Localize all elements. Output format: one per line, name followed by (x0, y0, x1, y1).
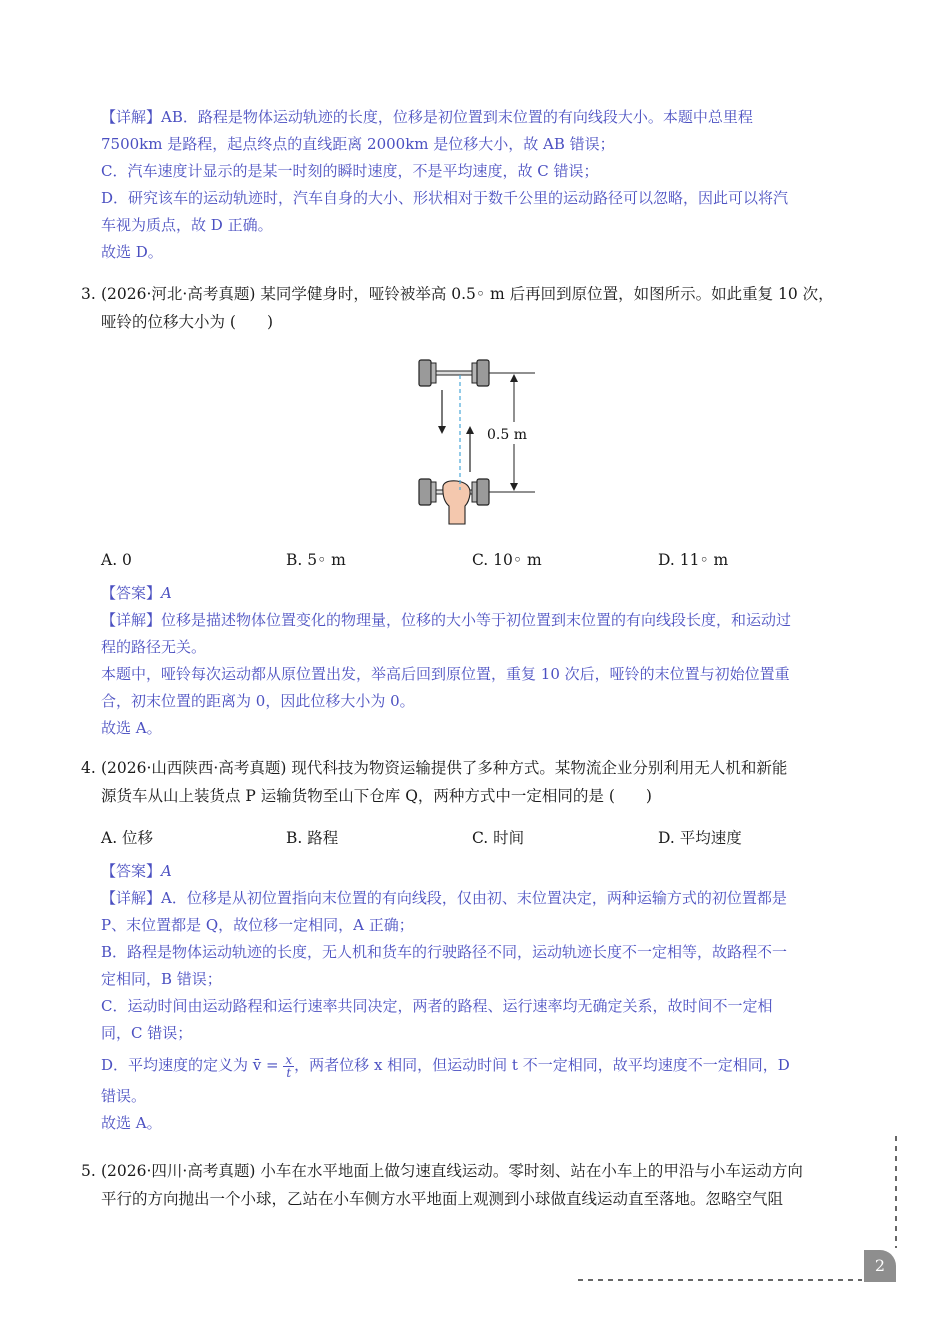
question-text: (2026·山西陕西·高考真题) 现代科技为物资运输提供了多种方式。某物流企业分别利用无人机和新能 (101, 759, 788, 777)
question-text: 哑铃的位移大小为 ( ) (101, 313, 274, 331)
q4-solution (101, 858, 879, 1137)
detail-tag: 【详解】 (101, 889, 162, 907)
answer-tag: 【答案】 (101, 862, 162, 880)
height-label: 0.5 m (487, 427, 527, 443)
arrow-down-icon (510, 483, 518, 491)
detail-line: 故选 A。 (101, 719, 162, 737)
detail-line: 错误。 (101, 1087, 147, 1105)
question-number: 4. (81, 759, 96, 777)
arrow-up-icon (466, 426, 474, 434)
page-corner-frame (570, 1130, 910, 1290)
detail-line: 本题中，哑铃每次运动都从原位置出发，举高后回到原位置，重复 10 次后，哑铃的末位置与初始位置重 (101, 665, 790, 683)
detail-line: C．运动时间由运动路程和运行速率共同决定，两者的路程、运行速率均无确定关系，故时间不一定相 (101, 997, 773, 1015)
dumbbell-figure (417, 352, 537, 527)
detail-line: 合，初末位置的距离为 0，因此位移大小为 0。 (101, 692, 415, 710)
q2-detail-line: 【详解】AB．路程是物体运动轨迹的长度，位移是初位置到末位置的有向线段大小。本题中总里程 (101, 108, 753, 126)
question-text: (2026·四川·高考真题) 小车在水平地面上做匀速直线运动。零时刻、站在小车上的甲沿与小车运动方向 (101, 1162, 803, 1180)
detail-line: 同，C 错误； (101, 1024, 193, 1042)
velocity-fraction: $\frac{x}{t}$ (285, 1052, 293, 1080)
question-number: 5. (81, 1162, 96, 1180)
question-text: 源货车从山上装货点 P 运输货物至山下仓库 Q，两种方式中一定相同的是 ( ) (101, 787, 652, 805)
option-b[interactable]: B. 路程 (286, 829, 339, 847)
detail-tag: 【详解】 (101, 108, 162, 126)
detail-line: 程的路径无关。 (101, 638, 207, 656)
answer-tag: 【答案】 (101, 584, 162, 602)
option-a[interactable]: A. 0 (101, 551, 132, 569)
q2-detail-line: C．汽车速度计显示的是某一时刻的瞬时速度，不是平均速度，故 C 错误； (101, 162, 599, 180)
q2-detail (101, 104, 879, 266)
q2-detail-line: D．研究该车的运动轨迹时，汽车自身的大小、形状相对于数千公里的运动路径可以忽略，因此可以将汽 (101, 189, 789, 207)
option-c[interactable]: C. 10◦ m (472, 551, 542, 569)
arrow-down-icon (438, 426, 446, 434)
detail-line: 【详解】A．位移是从初位置指向末位置的有向线段，仅由初、末位置决定，两种运输方式的初位置都是 (101, 889, 787, 907)
question-3 (81, 280, 881, 336)
q4-options (101, 824, 881, 852)
answer-line (101, 858, 879, 885)
option-a[interactable]: A. 位移 (101, 829, 154, 847)
question-text: (2026·河北·高考真题) 某同学健身时，哑铃被举高 0.5◦ m 后再回到原位置，如图所示。如此重复 10 次， (101, 285, 834, 303)
detail-line: 定相同，B 错误； (101, 970, 222, 988)
page-number: 2 (864, 1250, 896, 1282)
detail-line: B．路程是物体运动轨迹的长度，无人机和货车的行驶路径不同，运动轨迹长度不一定相等，故路程不一 (101, 943, 788, 961)
q2-detail-line: 故选 D。 (101, 243, 163, 261)
detail-tag: 【详解】 (101, 611, 162, 629)
question-number: 3. (81, 285, 96, 303)
q2-detail-line: 7500km 是路程，起点终点的直线距离 2000km 是位移大小，故 AB 错误； (101, 135, 615, 153)
detail-line-formula: D．平均速度的定义为 v̄ = $\frac{x}{t}$ ，两者位移 x 相同，但运动时间 t 不一定相同，故平均速度不一定相同，D (101, 1052, 790, 1080)
answer-value: A (161, 584, 172, 602)
arrow-up-icon (510, 374, 518, 382)
option-c[interactable]: C. 时间 (472, 829, 525, 847)
option-b[interactable]: B. 5◦ m (286, 551, 346, 569)
detail-line: P、末位置都是 Q，故位移一定相同，A 正确； (101, 916, 414, 934)
answer-line (101, 580, 879, 607)
option-d[interactable]: D. 11◦ m (658, 551, 729, 569)
option-d[interactable]: D. 平均速度 (658, 829, 742, 847)
answer-value: A (161, 862, 172, 880)
q3-solution (101, 580, 879, 742)
q3-options (101, 546, 881, 574)
dumbbell-top-icon (419, 360, 489, 386)
question-text: 平行的方向抛出一个小球，乙站在小车侧方水平地面上观测到小球做直线运动直至落地。忽略空气阻 (101, 1190, 784, 1208)
conclusion-line: 故选 A。 (101, 1114, 162, 1132)
detail-line: 【详解】位移是描述物体位置变化的物理量，位移的大小等于初位置到末位置的有向线段长度，和运动过 (101, 611, 792, 629)
dumbbell-bottom-icon (419, 479, 489, 524)
question-4 (81, 754, 881, 810)
q2-detail-line: 车视为质点，故 D 正确。 (101, 216, 273, 234)
